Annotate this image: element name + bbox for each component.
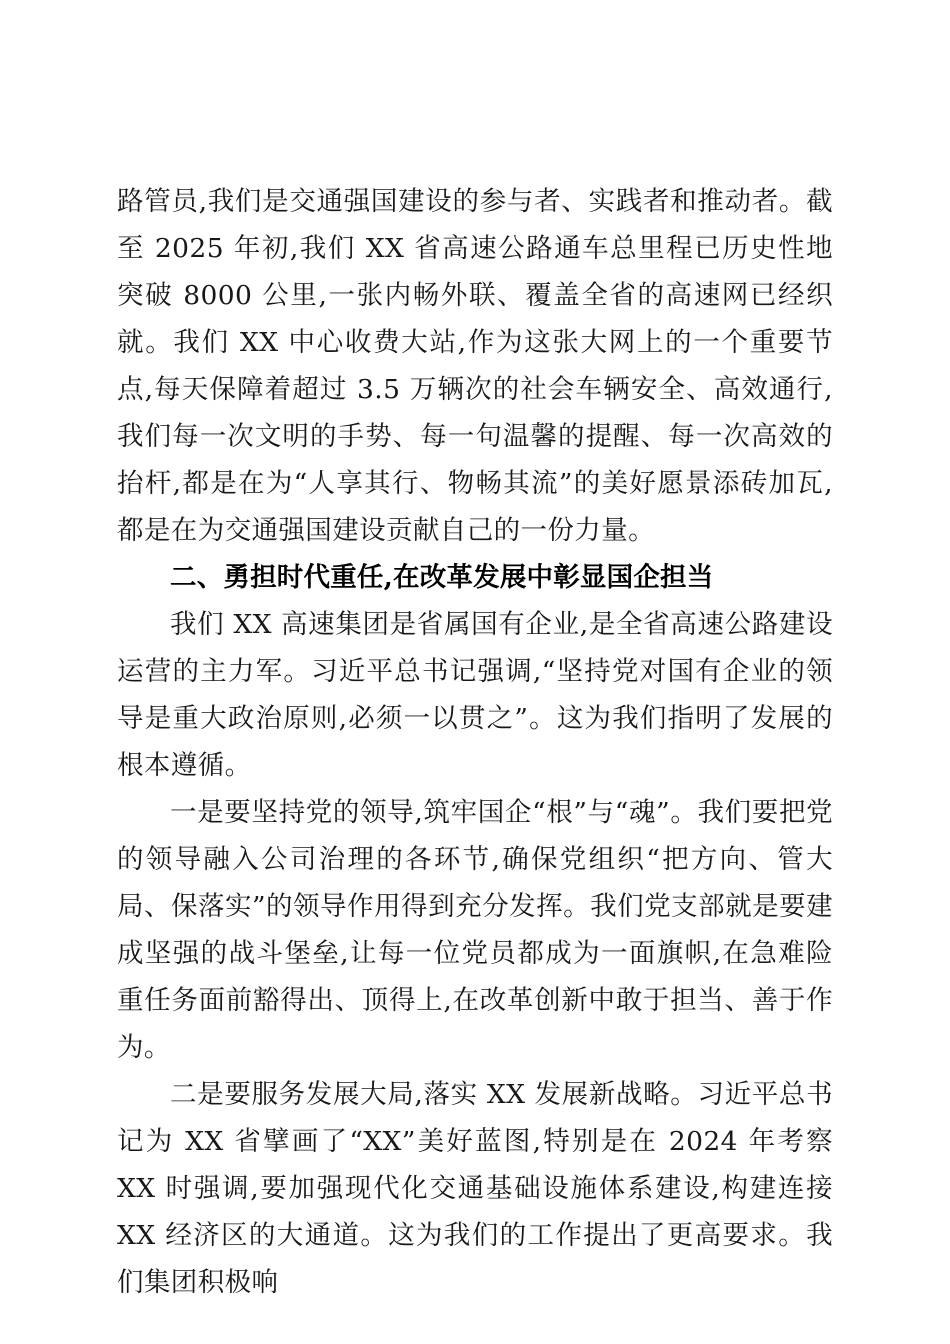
paragraph-body-2: 我们 XX 高速集团是省属国有企业,是全省高速公路建设运营的主力军。习近平总书记强调,“坚持党对国有企业的领导是重大政治原则,必须一以贯之”。这为我们指明了发展的根本遵循。 (117, 609, 833, 781)
paragraph-continuation: 路管员,我们是交通强国建设的参与者、实践者和推动者。截至 2025 年初,我们 XX 省高速公路通车总里程已历史性地突破 8000 公里,一张内畅外联、覆盖全省的高速网已经织就。我们 XX 中心收费大站,作为这张大网上的一个重要节点,每天保障着超过 3.5 万辆次的社会车辆安全、高效通行,我们每一次文明的手势、每一句温馨的提醒、每一次高效的抬杆,都是在为“人享其行、物畅其流”的美好愿景添砖加瓦,都是在为交通强国建设贡献自己的一份力量。 (117, 186, 833, 546)
document-text-column (117, 178, 833, 1306)
section-heading-2: 二、勇担时代重任,在改革发展中彰显国企担当 (170, 562, 714, 593)
paragraph-body-3: 一是要坚持党的领导,筑牢国企“根”与“魂”。我们要把党的领导融入公司治理的各环节,确保党组织“把方向、管大局、保落实”的领导作用得到充分发挥。我们党支部就是要建成坚强的战斗堡垒,让每一位党员都成为一面旗帜,在急难险重任务面前豁得出、顶得上,在改革创新中敢于担当、善于作为。 (117, 797, 833, 1063)
paragraph-body-4: 二是要服务发展大局,落实 XX 发展新战略。习近平总书记为 XX 省擘画了“XX”美好蓝图,特别是在 2024 年考察 XX 时强调,要加强现代化交通基础设施体系建设,构建连接 XX 经济区的大通道。这为我们的工作提出了更高要求。我们集团积极响 (117, 1079, 833, 1298)
